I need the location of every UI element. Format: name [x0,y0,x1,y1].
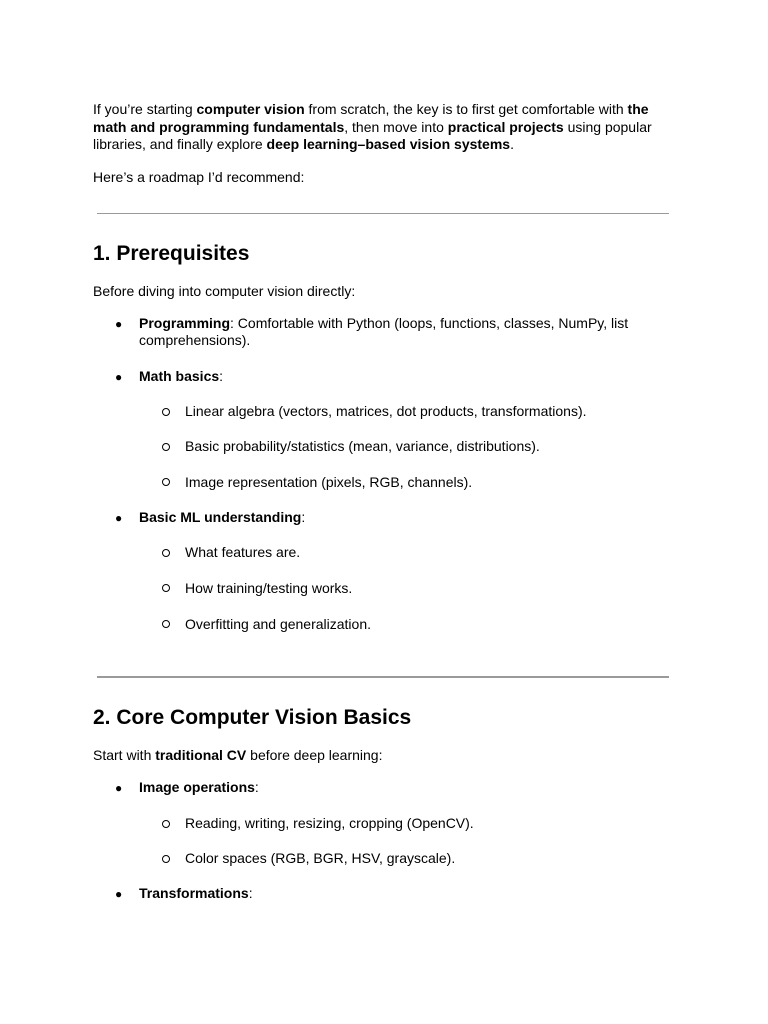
intro-text-4: , then move into [344,118,448,135]
sub-list-item: Basic probability/statistics (mean, variance, distributions). [185,438,540,454]
sub-list-item: How training/testing works. [185,580,353,596]
item-title: Transformations [139,885,249,901]
intro-text-0: If you’re starting [93,101,197,117]
item-text: : [254,779,259,795]
sub-list-item: Linear algebra (vectors, matrices, dot products, transformations). [185,403,587,419]
sub-list-item: Color spaces (RGB, BGR, HSV, grayscale). [185,850,456,866]
list-item-transformations [139,885,253,902]
item-title: Programming [139,315,231,331]
item-text: : [248,885,253,901]
list-item-math-basics [139,368,223,385]
circle-bullet-icon [162,443,170,451]
section2-lead [93,747,382,764]
lead-bold: traditional CV [155,747,247,763]
intro-text-6: using popular libraries, and finally explore [93,118,652,152]
item-text: : [219,368,224,384]
bullet-icon: ● [115,887,123,901]
sub-list-item: Reading, writing, resizing, cropping (OpenCV). [185,815,474,831]
item-title: Image operations [139,779,255,795]
sub-list-item: Image representation (pixels, RGB, channels). [185,474,473,490]
circle-bullet-icon [162,855,170,863]
divider-2 [97,676,669,678]
lead-text: Start with [93,747,156,763]
bullet-icon: ● [115,370,123,384]
item-text: : Comfortable with Python (loops, functions, classes, NumPy, list comprehensions). [139,315,629,348]
roadmap-intro: Here’s a roadmap I’d recommend: [93,169,305,185]
section-heading-core-cv-basics: 2. Core Computer Vision Basics [93,706,412,729]
list-item-image-operations [139,779,259,796]
circle-bullet-icon [162,820,170,828]
section1-lead: Before diving into computer vision directly: [93,283,356,299]
intro-bold-computer-vision: computer vision [196,101,305,117]
intro-text-8: . [510,136,514,152]
item-title: Basic ML understanding [139,509,302,525]
bullet-icon: ● [115,781,123,795]
bullet-icon: ● [115,511,123,525]
item-text: : [301,509,306,525]
intro-text-2: from scratch, the key is to first get comfortable with [304,101,628,117]
circle-bullet-icon [162,549,170,557]
item-title: Math basics [139,368,220,384]
intro-paragraph [93,101,673,154]
intro-bold-fundamentals: the math and programming fundamentals [93,101,649,135]
list-item-basic-ml [139,509,305,526]
intro-bold-practical-projects: practical projects [447,118,564,135]
circle-bullet-icon [162,478,170,486]
bullet-icon: ● [115,317,123,331]
sub-list-item: Overfitting and generalization. [185,616,371,632]
sub-list-item: What features are. [185,544,301,560]
divider-1 [97,213,669,214]
lead-text-end: before deep learning: [246,747,383,763]
circle-bullet-icon [162,584,170,592]
circle-bullet-icon [162,620,170,628]
section-heading-prerequisites: 1. Prerequisites [93,242,250,265]
intro-bold-deep-learning: deep learning–based vision systems [266,136,511,152]
circle-bullet-icon [162,408,170,416]
list-item-programming [139,315,659,349]
